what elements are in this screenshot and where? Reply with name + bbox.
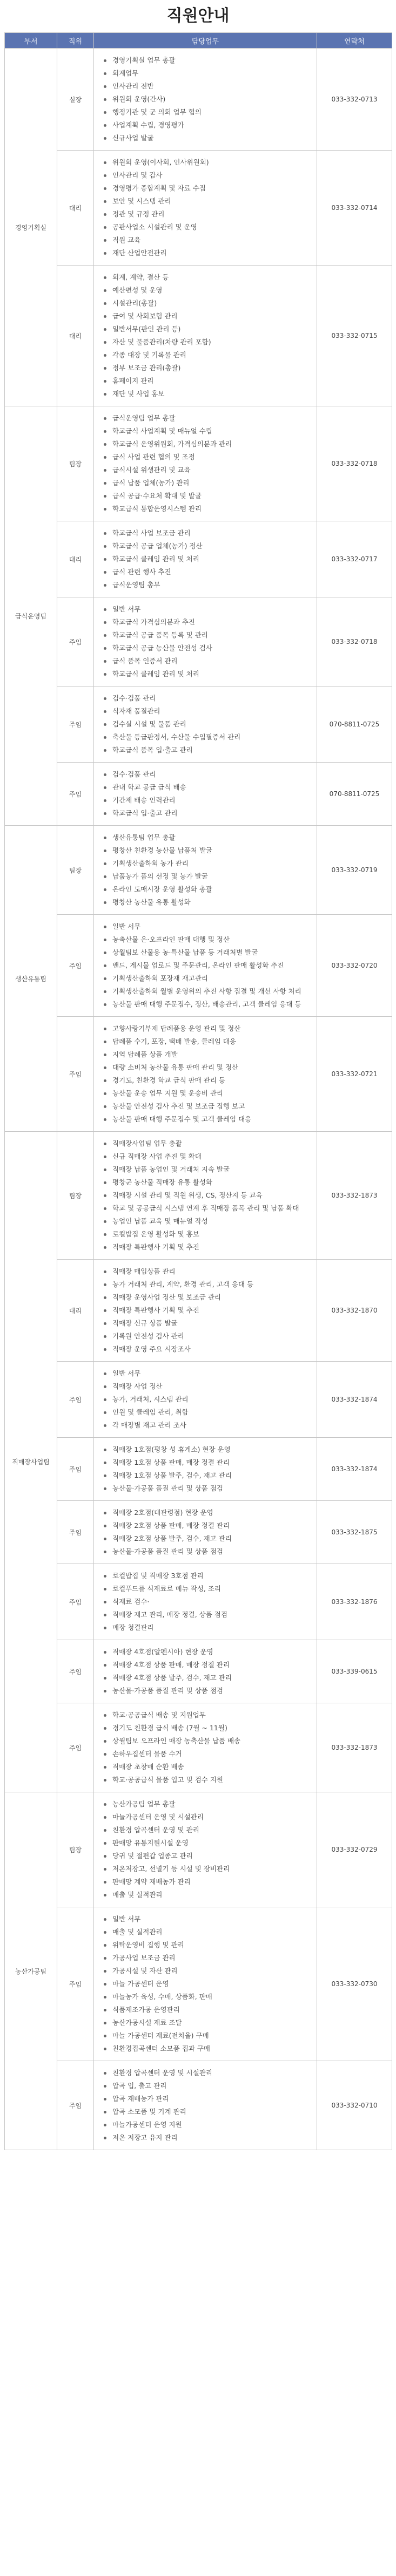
duty-item: 온라인 도매시장 운영 활성화 총괄 bbox=[100, 883, 310, 896]
duty-item: 농산물 안전성 검사 추진 및 보조금 집행 보고 bbox=[100, 1100, 310, 1113]
duty-item: 자산 및 물품관리(차량 관리 포함) bbox=[100, 336, 310, 349]
position-cell: 주임 bbox=[57, 1564, 94, 1640]
table-row bbox=[5, 1362, 392, 1438]
duty-item: 농산물·가공품 품질 관리 및 상품 점검 bbox=[100, 1684, 310, 1697]
duty-item: 농산물·가공품 품질 관리 및 상품 점검 bbox=[100, 1545, 310, 1558]
duty-item: 행정기관 및 군 의회 업무 협의 bbox=[100, 106, 310, 119]
contact-cell: 033-332-1875 bbox=[317, 1501, 392, 1564]
duty-item: 마늘가공센터 운영 및 시설관리 bbox=[100, 1811, 310, 1824]
duty-item: 마늘농가 육성, 수매, 상품화, 판매 bbox=[100, 1990, 310, 2003]
staff-table bbox=[4, 32, 392, 2150]
contact-cell: 033-332-0714 bbox=[317, 151, 392, 266]
position-cell: 팀장 bbox=[57, 1792, 94, 1907]
duties-cell bbox=[94, 1703, 317, 1792]
duties-cell bbox=[94, 521, 317, 597]
table-row bbox=[5, 1438, 392, 1501]
table-row bbox=[5, 151, 392, 266]
duty-item: 급식시설 위생관리 및 교육 bbox=[100, 464, 310, 477]
duty-item: 신규사업 발굴 bbox=[100, 132, 310, 145]
header-department: 부서 bbox=[5, 33, 57, 49]
duty-item: 급식운영팀 총무 bbox=[100, 579, 310, 592]
duty-item: 직매장 1호점(평창 성 휴게소) 현장 운영 bbox=[100, 1443, 310, 1456]
duties-list bbox=[100, 920, 310, 1011]
duty-item: 직매장 신규 상품 발굴 bbox=[100, 1317, 310, 1330]
duty-item: 직매장 4호점 상품 판매, 매장 정결 관리 bbox=[100, 1659, 310, 1671]
table-row bbox=[5, 521, 392, 597]
duty-item: 로컬밥집 및 직매장 3호점 관리 bbox=[100, 1569, 310, 1582]
duty-item: 직매장 1호점 상품 판매, 매장 정결 관리 bbox=[100, 1456, 310, 1469]
duty-item: 직매장 4호점 상품 발주, 검수, 재고 관리 bbox=[100, 1671, 310, 1684]
duty-item: 축산물 등급판정서, 수산물 수입필증서 관리 bbox=[100, 731, 310, 744]
duties-list bbox=[100, 603, 310, 681]
duty-item: 대량 소비처 농산물 유통 판매 관리 및 정산 bbox=[100, 1061, 310, 1074]
duty-item: 인사관리 전반 bbox=[100, 80, 310, 93]
duty-item: 직매장사업팀 업무 총괄 bbox=[100, 1137, 310, 1150]
duty-item: 정관 및 규정 관리 bbox=[100, 208, 310, 221]
duty-item: 재단 산업안전관리 bbox=[100, 247, 310, 260]
duties-cell bbox=[94, 1438, 317, 1501]
duties-cell bbox=[94, 2061, 317, 2150]
duties-cell bbox=[94, 763, 317, 826]
duty-item: 마늘 가공센터 운영 bbox=[100, 1977, 310, 1990]
table-row bbox=[5, 915, 392, 1017]
contact-cell: 070-8811-0725 bbox=[317, 687, 392, 763]
table-row bbox=[5, 1564, 392, 1640]
contact-cell: 033-332-0718 bbox=[317, 406, 392, 521]
duty-item: 위탁운영비 집행 및 관리 bbox=[100, 1939, 310, 1952]
duties-cell bbox=[94, 266, 317, 406]
duty-item: 친환경 압곡센터 운영 및 관리 bbox=[100, 1824, 310, 1837]
duty-item: 일반 서무 bbox=[100, 603, 310, 616]
contact-cell: 033-332-0720 bbox=[317, 915, 392, 1017]
position-cell: 주임 bbox=[57, 1640, 94, 1703]
position-cell: 주임 bbox=[57, 1907, 94, 2061]
duty-item: 직매장 납품 농업인 및 거래처 지속 발굴 bbox=[100, 1163, 310, 1176]
duty-item: 납품농가 품의 선정 및 농가 발굴 bbox=[100, 870, 310, 883]
duty-item: 보안 및 시스템 관리 bbox=[100, 195, 310, 208]
contact-cell: 033-332-1873 bbox=[317, 1132, 392, 1260]
duty-item: 농산물 운송 업무 지원 및 운송비 관리 bbox=[100, 1087, 310, 1100]
position-cell: 주임 bbox=[57, 1017, 94, 1132]
table-row bbox=[5, 763, 392, 826]
duty-item: 당귀 및 절편갑 업종고 관리 bbox=[100, 1850, 310, 1863]
duties-list bbox=[100, 1569, 310, 1634]
table-row bbox=[5, 1640, 392, 1703]
duty-item: 직매장 운영 주요 시장조사 bbox=[100, 1343, 310, 1356]
duty-item: 사업계획 수립, 경영평가 bbox=[100, 119, 310, 132]
duty-item: 생산유통팀 업무 총괄 bbox=[100, 831, 310, 844]
duty-item: 학교급식 사업 보조금 관리 bbox=[100, 527, 310, 540]
duty-item: 직매장 매입상품 관리 bbox=[100, 1265, 310, 1278]
duty-item: 직매장 초창매 순환 배송 bbox=[100, 1761, 310, 1773]
position-cell: 주임 bbox=[57, 915, 94, 1017]
duties-cell bbox=[94, 915, 317, 1017]
position-cell: 주임 bbox=[57, 763, 94, 826]
duty-item: 경영기획실 업무 총괄 bbox=[100, 54, 310, 67]
duty-item: 기간제 배송 인력관리 bbox=[100, 794, 310, 807]
duty-item: 압곡 재배농가 관리 bbox=[100, 2092, 310, 2105]
duties-list bbox=[100, 831, 310, 909]
duty-item: 마늘가공센터 운영 지원 bbox=[100, 2118, 310, 2131]
duties-cell bbox=[94, 687, 317, 763]
position-cell: 대리 bbox=[57, 151, 94, 266]
position-cell: 대리 bbox=[57, 266, 94, 406]
duty-item: 검수·검품 관리 bbox=[100, 768, 310, 781]
duty-item: 공판사업소 시설관리 및 운영 bbox=[100, 221, 310, 234]
duty-item: 직매장 2호점(대관령점) 현장 운영 bbox=[100, 1506, 310, 1519]
contact-cell: 033-332-1876 bbox=[317, 1564, 392, 1640]
duty-item: 매장 청결관리 bbox=[100, 1621, 310, 1634]
duty-item: 학교급식 클레임 관리 및 처리 bbox=[100, 553, 310, 566]
duty-item: 저온 저장고 유지 관리 bbox=[100, 2131, 310, 2144]
duty-item: 예산편성 및 운영 bbox=[100, 284, 310, 297]
duty-item: 직매장 1호점 상품 발주, 검수, 재고 관리 bbox=[100, 1469, 310, 1482]
duty-item: 기획생산출하회 포장재 재고관리 bbox=[100, 972, 310, 985]
duty-item: 일반 서무 bbox=[100, 1913, 310, 1926]
duty-item: 학교급식 사업계획 및 매뉴얼 수립 bbox=[100, 425, 310, 438]
duty-item: 학교급식 운영위원회, 가격심의분과 관리 bbox=[100, 438, 310, 451]
duty-item: 경기도 친환경 급식 배송 (7월 ~ 11월) bbox=[100, 1722, 310, 1735]
duty-item: 급식 관련 행사 추진 bbox=[100, 566, 310, 579]
duties-cell bbox=[94, 597, 317, 687]
duty-item: 일반서무(판인 관리 등) bbox=[100, 323, 310, 336]
duty-item: 직매장 특판행사 기획 및 추진 bbox=[100, 1304, 310, 1317]
contact-cell: 033-332-1873 bbox=[317, 1703, 392, 1792]
duties-cell bbox=[94, 1260, 317, 1362]
duty-item: 친환경집곡센터 소모품 집과 구매 bbox=[100, 2042, 310, 2055]
duty-item: 저온저장고, 선별기 등 시설 및 장비관리 bbox=[100, 1863, 310, 1875]
position-cell: 대리 bbox=[57, 521, 94, 597]
duty-item: 홈페이지 관리 bbox=[100, 375, 310, 388]
department-cell: 직매장사업팀 bbox=[5, 1132, 57, 1792]
table-row bbox=[5, 1017, 392, 1132]
table-row bbox=[5, 687, 392, 763]
duties-list bbox=[100, 1022, 310, 1126]
table-body bbox=[5, 49, 392, 2150]
duty-item: 기획생산출하회 월별 운영위의 추진 사항 집결 및 개선 사항 처리 bbox=[100, 985, 310, 998]
duty-item: 밴드, 게시물 업로드 및 주문관리, 온라인 판매 활성화 추진 bbox=[100, 959, 310, 972]
duty-item: 지역 답례품 상품 개발 bbox=[100, 1048, 310, 1061]
duty-item: 고향사랑기부제 답례품용 운영 관리 및 정산 bbox=[100, 1022, 310, 1035]
contact-cell: 033-332-1870 bbox=[317, 1260, 392, 1362]
duties-list bbox=[100, 2067, 310, 2144]
duty-item: 관내 학교 공급 급식 배송 bbox=[100, 781, 310, 794]
duty-item: 검수·검품 관리 bbox=[100, 692, 310, 705]
contact-cell: 033-332-1874 bbox=[317, 1362, 392, 1438]
duty-item: 일반 서무 bbox=[100, 920, 310, 933]
position-cell: 대리 bbox=[57, 1260, 94, 1362]
duty-item: 경기도, 친환경 학교 급식 판매 관리 등 bbox=[100, 1074, 310, 1087]
position-cell: 주임 bbox=[57, 1703, 94, 1792]
duty-item: 신규 직매장 사업 추진 및 확대 bbox=[100, 1150, 310, 1163]
contact-cell: 033-332-0719 bbox=[317, 826, 392, 915]
duties-list bbox=[100, 271, 310, 400]
page-title: 직원안내 bbox=[166, 6, 230, 25]
duties-list bbox=[100, 1646, 310, 1697]
duties-cell bbox=[94, 1564, 317, 1640]
duty-item: 식자재 품질관리 bbox=[100, 705, 310, 718]
duty-item: 정부 보조금 관리(총괄) bbox=[100, 362, 310, 375]
contact-cell: 033-339-0615 bbox=[317, 1640, 392, 1703]
contact-cell: 033-332-1874 bbox=[317, 1438, 392, 1501]
position-cell: 주임 bbox=[57, 687, 94, 763]
position-cell: 주임 bbox=[57, 1362, 94, 1438]
duty-item: 답례품 수기, 포장, 택배 발송, 클레임 대응 bbox=[100, 1035, 310, 1048]
duty-item: 검수실 시설 및 물품 관리 bbox=[100, 718, 310, 731]
duties-list bbox=[100, 1137, 310, 1254]
table-row bbox=[5, 406, 392, 521]
duties-list bbox=[100, 54, 310, 145]
table-row bbox=[5, 2061, 392, 2150]
department-cell: 농산가공팀 bbox=[5, 1792, 57, 2150]
duty-item: 기획생산출하회 농가 관리 bbox=[100, 857, 310, 870]
duty-item: 급식 납품 업체(농가) 관리 bbox=[100, 477, 310, 490]
duty-item: 기록원 안전성 검사 관리 bbox=[100, 1330, 310, 1343]
duty-item: 급식운영팀 업무 총괄 bbox=[100, 412, 310, 425]
duty-item: 로컬밥집 운영 활성화 및 홍보 bbox=[100, 1228, 310, 1241]
duty-item: 학교·공공급식 배송 및 지원업무 bbox=[100, 1709, 310, 1722]
duty-item: 농업인 납품 교육 및 매뉴얼 작성 bbox=[100, 1215, 310, 1228]
table-row bbox=[5, 1703, 392, 1792]
duties-list bbox=[100, 1913, 310, 2055]
duty-item: 급식 공급·수요처 확대 및 발굴 bbox=[100, 490, 310, 502]
duty-item: 각종 대장 및 기록물 관리 bbox=[100, 349, 310, 362]
duties-list bbox=[100, 768, 310, 820]
duty-item: 가공사업 보조금 관리 bbox=[100, 1952, 310, 1965]
duty-item: 평창산 농산물 유통 활성화 bbox=[100, 896, 310, 909]
table-row bbox=[5, 1260, 392, 1362]
duty-item: 식품제조가공 운영관리 bbox=[100, 2003, 310, 2016]
duty-item: 농축산물 온·오프라인 판매 대행 및 정산 bbox=[100, 933, 310, 946]
contact-cell: 033-332-0710 bbox=[317, 2061, 392, 2150]
duty-item: 식재료 검수· bbox=[100, 1595, 310, 1608]
duty-item: 학교급식 품목 입·출고 관리 bbox=[100, 744, 310, 757]
table-row bbox=[5, 1501, 392, 1564]
duties-cell bbox=[94, 1907, 317, 2061]
contact-cell: 033-332-0713 bbox=[317, 49, 392, 151]
table-row bbox=[5, 1132, 392, 1260]
duty-item: 학교급식 공급 업체(농가) 정산 bbox=[100, 540, 310, 553]
table-header-row bbox=[5, 33, 392, 49]
duty-item: 마늘 가공센터 재료(전치율) 구매 bbox=[100, 2029, 310, 2042]
header-contact: 연락처 bbox=[317, 33, 392, 49]
duties-cell bbox=[94, 1362, 317, 1438]
duties-cell bbox=[94, 49, 317, 151]
duties-cell bbox=[94, 151, 317, 266]
duties-list bbox=[100, 1367, 310, 1432]
duties-list bbox=[100, 692, 310, 757]
duty-item: 친환경 압곡센터 운영 및 시설관리 bbox=[100, 2067, 310, 2079]
duty-item: 직매장 시설 관리 및 직원 위생, CS, 정산지 등 교육 bbox=[100, 1189, 310, 1202]
duty-item: 판매망 계약 재배농가 관리 bbox=[100, 1875, 310, 1888]
header-duties: 담당업무 bbox=[94, 33, 317, 49]
table-row bbox=[5, 266, 392, 406]
position-cell: 팀장 bbox=[57, 826, 94, 915]
duty-item: 직매장 특판행사 기획 및 추진 bbox=[100, 1241, 310, 1254]
duty-item: 직원 교육 bbox=[100, 234, 310, 247]
duty-item: 직매장 재고 관리, 매장 정결, 상품 점검 bbox=[100, 1608, 310, 1621]
duties-list bbox=[100, 156, 310, 260]
duty-item: 직매장 운영사업 정산 및 보조금 관리 bbox=[100, 1291, 310, 1304]
contact-cell: 070-8811-0725 bbox=[317, 763, 392, 826]
duty-item: 학교·공공급식 물품 입고 및 검수 지원 bbox=[100, 1773, 310, 1786]
duty-item: 직매장 2호점 상품 발주, 검수, 재고 관리 bbox=[100, 1532, 310, 1545]
duty-item: 농산물·가공품 품질 관리 및 상품 점검 bbox=[100, 1482, 310, 1495]
duty-item: 평창군 농산물 직매장 유통 활성화 bbox=[100, 1176, 310, 1189]
duty-item: 압곡 입, 출고 관리 bbox=[100, 2079, 310, 2092]
duty-item: 회계업무 bbox=[100, 67, 310, 80]
contact-cell: 033-332-0721 bbox=[317, 1017, 392, 1132]
duties-cell bbox=[94, 1501, 317, 1564]
duty-item: 손하우집센터 물품 수거 bbox=[100, 1748, 310, 1761]
duty-item: 상월팀보 오프라인 매장 농축산물 납품 배송 bbox=[100, 1735, 310, 1748]
duty-item: 학교 및 공공급식 시스템 연계 후 직매장 품목 관리 및 납품 확대 bbox=[100, 1202, 310, 1215]
duty-item: 평창산 친환경 농산물 납품처 발굴 bbox=[100, 844, 310, 857]
duties-list bbox=[100, 1798, 310, 1901]
duty-item: 학교급식 입·출고 관리 bbox=[100, 807, 310, 820]
duty-item: 상월팀보 산물용 농·특산물 납품 등 거래처별 발굴 bbox=[100, 946, 310, 959]
contact-cell: 033-332-0730 bbox=[317, 1907, 392, 2061]
duty-item: 매출 및 실적관리 bbox=[100, 1926, 310, 1939]
header-position: 직위 bbox=[57, 33, 94, 49]
duties-cell bbox=[94, 826, 317, 915]
position-cell: 주임 bbox=[57, 597, 94, 687]
duty-item: 급식 품목 인증서 관리 bbox=[100, 655, 310, 668]
department-cell: 생산유통팀 bbox=[5, 826, 57, 1132]
duties-list bbox=[100, 1506, 310, 1558]
duty-item: 매출 및 실적관리 bbox=[100, 1888, 310, 1901]
duty-item: 재단 및 사업 홍보 bbox=[100, 388, 310, 400]
table-row bbox=[5, 1907, 392, 2061]
duty-item: 압곡 소모품 및 기계 관리 bbox=[100, 2105, 310, 2118]
duty-item: 일반 서무 bbox=[100, 1367, 310, 1380]
duties-list bbox=[100, 412, 310, 515]
position-cell: 실장 bbox=[57, 49, 94, 151]
table-row bbox=[5, 49, 392, 151]
contact-cell: 033-332-0715 bbox=[317, 266, 392, 406]
duty-item: 위원회 운영(간사) bbox=[100, 93, 310, 106]
table-row bbox=[5, 597, 392, 687]
duties-list bbox=[100, 1265, 310, 1356]
duty-item: 급여 및 사회보험 관리 bbox=[100, 310, 310, 323]
duties-list bbox=[100, 1443, 310, 1495]
duty-item: 회계, 계약, 결산 등 bbox=[100, 271, 310, 284]
duty-item: 위원회 운영(이사회, 인사위원회) bbox=[100, 156, 310, 169]
duty-item: 농산가공팀 업무 총괄 bbox=[100, 1798, 310, 1811]
duty-item: 각 매장별 재고 관리 조사 bbox=[100, 1419, 310, 1432]
position-cell: 팀장 bbox=[57, 1132, 94, 1260]
contact-cell: 033-332-0717 bbox=[317, 521, 392, 597]
position-cell: 팀장 bbox=[57, 406, 94, 521]
duties-cell bbox=[94, 1132, 317, 1260]
duties-cell bbox=[94, 1640, 317, 1703]
duty-item: 시설관리(총괄) bbox=[100, 297, 310, 310]
duties-list bbox=[100, 527, 310, 592]
contact-cell: 033-332-0718 bbox=[317, 597, 392, 687]
duty-item: 학교급식 통합운영시스템 관리 bbox=[100, 502, 310, 515]
duty-item: 경영평가 종합계획 및 자료 수집 bbox=[100, 182, 310, 195]
duty-item: 직매장 4호점(알펜시아) 현장 운영 bbox=[100, 1646, 310, 1659]
duty-item: 판매망 유통지원시설 운영 bbox=[100, 1837, 310, 1850]
duty-item: 가공시설 및 자산 관리 bbox=[100, 1965, 310, 1977]
duties-cell bbox=[94, 406, 317, 521]
table-row bbox=[5, 1792, 392, 1907]
duty-item: 학교급식 가격심의분과 추진 bbox=[100, 616, 310, 629]
table-row bbox=[5, 826, 392, 915]
position-cell: 주임 bbox=[57, 1438, 94, 1501]
duties-cell bbox=[94, 1792, 317, 1907]
duties-cell bbox=[94, 1017, 317, 1132]
department-cell: 급식운영팀 bbox=[5, 406, 57, 826]
duty-item: 인원 및 클레임 관리, 취합 bbox=[100, 1406, 310, 1419]
duty-item: 농가 거래처 관리, 계약, 환경 관리, 고객 응대 등 bbox=[100, 1278, 310, 1291]
duty-item: 농산가공시설 재료 조달 bbox=[100, 2016, 310, 2029]
position-cell: 주임 bbox=[57, 2061, 94, 2150]
department-cell: 경영기획실 bbox=[5, 49, 57, 406]
duty-item: 학교급식 공급 농산물 안전성 검사 bbox=[100, 642, 310, 655]
position-cell: 주임 bbox=[57, 1501, 94, 1564]
duty-item: 농산물 판매 대행 주문접수, 정산, 배송관리, 고객 클레임 응대 등 bbox=[100, 998, 310, 1011]
duty-item: 직매장 사업 정산 bbox=[100, 1380, 310, 1393]
duty-item: 학교급식 공급 품목 등록 및 관리 bbox=[100, 629, 310, 642]
duty-item: 학교급식 클레임 관리 및 처리 bbox=[100, 668, 310, 681]
contact-cell: 033-332-0729 bbox=[317, 1792, 392, 1907]
duty-item: 농산물 판매 대행 주문접수 및 고객 클레임 대응 bbox=[100, 1113, 310, 1126]
duty-item: 농가, 거래처, 시스템 관리 bbox=[100, 1393, 310, 1406]
duty-item: 직매장 2호점 상품 판매, 매장 정결 관리 bbox=[100, 1519, 310, 1532]
duty-item: 인사관리 및 감사 bbox=[100, 169, 310, 182]
duties-list bbox=[100, 1709, 310, 1786]
duty-item: 로컬푸드를 식재료로 메뉴 작성, 조리 bbox=[100, 1582, 310, 1595]
duty-item: 급식 사업 관련 협의 및 조정 bbox=[100, 451, 310, 464]
